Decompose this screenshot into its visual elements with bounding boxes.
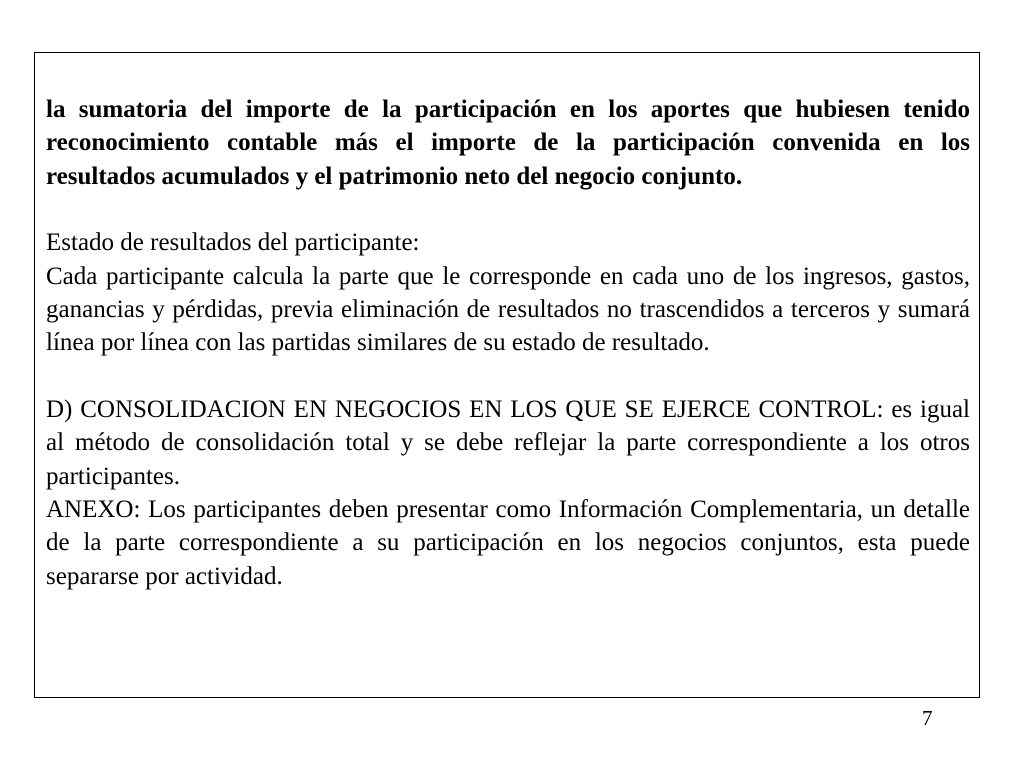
paragraph-spacer [46, 193, 970, 226]
paragraph-anexo: ANEXO: Los participantes deben presentar como Información Complementaria, un detalle de la parte correspondiente a su participación en los negocios conjuntos, esta puede separarse por actividad. [46, 496, 970, 590]
paragraph-bold: la sumatoria del importe de la participación en los aportes que hubiesen tenido reconocimiento contable más el importe de la participación convenida en los resultados acumulados y el patrimonio neto del negocio conjunto. [46, 96, 970, 190]
paragraph-estado-resultados: Cada participante calcula la parte que le corresponde en cada uno de los ingresos, gastos, ganancias y pérdidas, previa eliminación de resultados no trascendidos a terceros y sumará línea por línea con las partidas similares de su estado de resultado. [46, 262, 970, 357]
page-number: 7 [922, 706, 933, 730]
paragraph-consolidacion: D) CONSOLIDACION EN NEGOCIOS EN LOS QUE SE EJERCE CONTROL: es igual al método de consolidación total y se debe reflejar la parte correspondiente a los otros participantes. [46, 395, 970, 490]
heading-estado-resultados: Estado de resultados del participante: [46, 229, 420, 257]
slide-content [46, 93, 970, 593]
paragraph-spacer [46, 360, 970, 393]
